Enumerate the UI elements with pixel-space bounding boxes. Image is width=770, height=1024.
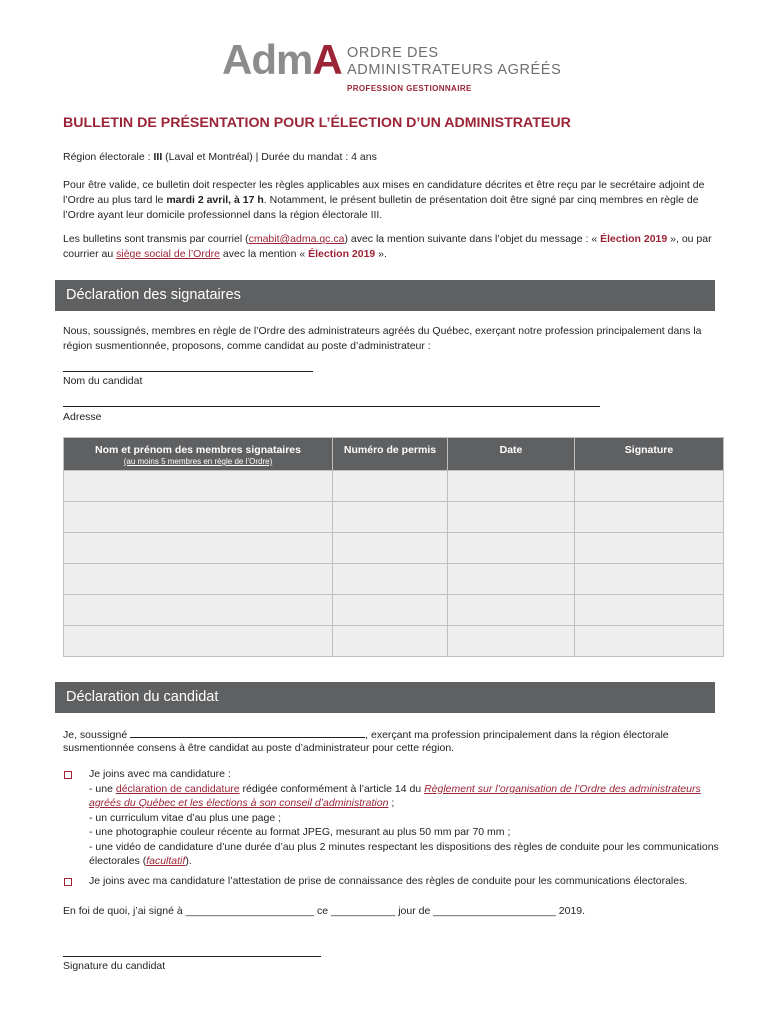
table-row bbox=[64, 626, 724, 657]
signature-cell[interactable] bbox=[575, 471, 724, 502]
col-header-note: (au moins 5 membres en règle de l’Ordre) bbox=[123, 457, 273, 466]
check1-label: Je joins avec ma candidature : bbox=[89, 768, 231, 780]
sending-paragraph: Les bulletins sont transmis par courriel (cmabit@adma.qc.ca) avec la mention suivante dans l’objet du message : « Élection 2019 », ou par courrier au siège social de l’Ordre avec la mention « Élection 2019 ». bbox=[63, 233, 712, 260]
list-item: - un curriculum vitae d’au plus une page ; bbox=[89, 811, 282, 824]
signature-cell[interactable] bbox=[575, 595, 724, 626]
validity-paragraph: Pour être valide, ce bulletin doit respecter les règles applicables aux mises en candidature décrites et être reçu par le secrétaire adjoint de l’Ordre au plus tard le mardi 2 avril, à 17 h. Notamment, le présent bulletin de présentation doit être signé par cinq membres en règle de l’Ordre ayant leur domicile professionnel dans la région électorale III. bbox=[63, 179, 705, 221]
signed-place-blank[interactable]: ______________________ bbox=[185, 905, 315, 917]
address-line[interactable] bbox=[63, 406, 600, 407]
date-cell[interactable] bbox=[448, 564, 575, 595]
org-tagline: PROFESSION GESTIONNAIRE bbox=[347, 84, 472, 93]
name-cell[interactable] bbox=[64, 595, 333, 626]
permit-cell[interactable] bbox=[333, 595, 448, 626]
attachments-block bbox=[89, 767, 729, 869]
date-cell[interactable] bbox=[448, 502, 575, 533]
col-header-signature: Signature bbox=[575, 438, 724, 471]
candidate-declaration-line1: Je, soussigné , exerçant ma profession principalement dans la région électorale bbox=[63, 729, 669, 741]
table-row bbox=[64, 471, 724, 502]
section-header-candidat: Déclaration du candidat bbox=[55, 682, 715, 713]
table-row bbox=[64, 502, 724, 533]
signature-cell[interactable] bbox=[575, 502, 724, 533]
declaration-link[interactable]: déclaration de candidature bbox=[115, 782, 240, 795]
org-name-line1: ORDRE DES bbox=[347, 45, 439, 61]
col-header-names: Nom et prénom des membres signataires (au moins 5 membres en règle de l’Ordre) bbox=[64, 438, 333, 471]
list-item: - une déclaration de candidature rédigée conformément à l’article 14 du Règlement sur l’organisation de l’Ordre des administrateurs agréés du Québec et les élections à son conseil d’administration ; bbox=[89, 782, 701, 809]
region-line: Région électorale : III (Laval et Montréal) | Durée du mandat : 4 ans bbox=[63, 151, 377, 163]
signatures-table bbox=[63, 437, 724, 657]
check2-label: Je joins avec ma candidature l’attestation de prise de connaissance des règles de conduite pour les communications électorales. bbox=[89, 875, 688, 887]
name-cell[interactable] bbox=[64, 502, 333, 533]
candidate-name-label: Nom du candidat bbox=[63, 375, 143, 387]
signed-day-blank[interactable]: ___________ bbox=[331, 905, 396, 917]
signed-month-blank[interactable]: _____________________ bbox=[433, 905, 556, 917]
signature-cell[interactable] bbox=[575, 533, 724, 564]
adma-logo: AdmA bbox=[222, 36, 342, 83]
permit-cell[interactable] bbox=[333, 626, 448, 657]
candidate-name-blank[interactable] bbox=[130, 727, 365, 738]
date-cell[interactable] bbox=[448, 533, 575, 564]
name-cell[interactable] bbox=[64, 626, 333, 657]
col-header-permit: Numéro de permis bbox=[333, 438, 448, 471]
candidate-declaration-line2: susmentionnée consens à être candidat au poste d’administrateur pour cette région. bbox=[63, 742, 455, 754]
list-item: - une vidéo de candidature d’une durée d’au plus 2 minutes respectant les dispositions des règles de conduite pour les communications électorales (facultatif). bbox=[89, 840, 719, 867]
permit-cell[interactable] bbox=[333, 471, 448, 502]
name-cell[interactable] bbox=[64, 471, 333, 502]
table-row bbox=[64, 595, 724, 626]
org-name-line2: ADMINISTRATEURS AGRÉÉS bbox=[347, 62, 562, 78]
signature-cell[interactable] bbox=[575, 626, 724, 657]
office-link[interactable]: siège social de l’Ordre bbox=[116, 248, 220, 260]
col-header-date: Date bbox=[448, 438, 575, 471]
permit-cell[interactable] bbox=[333, 502, 448, 533]
table-header-row bbox=[64, 438, 724, 471]
section-header-signataires: Déclaration des signataires bbox=[55, 280, 715, 311]
candidate-signature-label: Signature du candidat bbox=[63, 960, 166, 972]
address-label: Adresse bbox=[63, 411, 102, 423]
signed-at-line: En foi de quoi, j’ai signé à ______________________ ce ___________ jour de _____________________ 2019. bbox=[63, 905, 586, 917]
attach-candidacy-checkbox[interactable] bbox=[64, 771, 72, 779]
date-cell[interactable] bbox=[448, 626, 575, 657]
date-cell[interactable] bbox=[448, 471, 575, 502]
permit-cell[interactable] bbox=[333, 564, 448, 595]
table-row bbox=[64, 564, 724, 595]
signature-cell[interactable] bbox=[575, 564, 724, 595]
document-title: BULLETIN DE PRÉSENTATION POUR L’ÉLECTION D’UN ADMINISTRATEUR bbox=[63, 115, 571, 131]
candidate-signature-line[interactable] bbox=[63, 956, 321, 957]
date-cell[interactable] bbox=[448, 595, 575, 626]
signataires-intro: Nous, soussignés, membres en règle de l’Ordre des administrateurs agréés du Québec, exerçant notre profession principalement dans la région susmentionnée, proposons, comme candidat au poste d’administrateur : bbox=[63, 325, 702, 352]
permit-cell[interactable] bbox=[333, 533, 448, 564]
name-cell[interactable] bbox=[64, 564, 333, 595]
list-item: - une photographie couleur récente au format JPEG, mesurant au plus 50 mm par 70 mm ; bbox=[89, 826, 511, 838]
table-row bbox=[64, 533, 724, 564]
attach-attestation-checkbox[interactable] bbox=[64, 878, 72, 886]
candidate-name-line[interactable] bbox=[63, 371, 313, 372]
regulation-link[interactable]: Règlement sur l’organisation de l’Ordre des administrateurs agréés du Québec et les élections à son conseil d’administration bbox=[89, 782, 701, 809]
email-link[interactable]: cmabit@adma.qc.ca bbox=[248, 233, 345, 245]
name-cell[interactable] bbox=[64, 533, 333, 564]
